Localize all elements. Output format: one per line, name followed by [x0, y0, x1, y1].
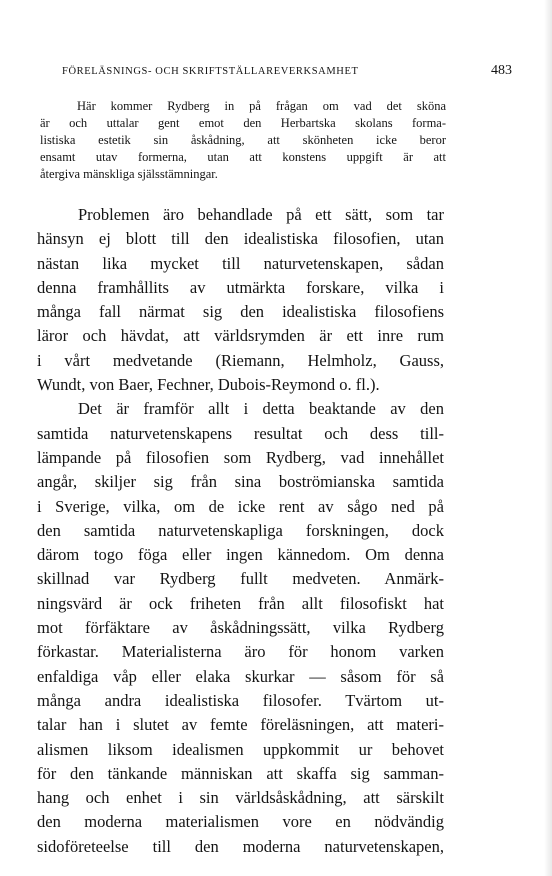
- body-line: denna framhållits av utmärkta forskare, vilka i: [37, 277, 444, 297]
- body-line: enfaldiga våp eller elaka skurkar — såsom för så: [37, 666, 444, 686]
- body-line: samtida naturvetenskapens resultat och dess till-: [37, 423, 444, 443]
- body-line: den moderna materialismen vore en nödvändig: [37, 812, 444, 832]
- footnote-line: ensamt utav formerna, utan att konstens uppgift är att: [40, 150, 446, 164]
- body-line: lämpande på filosofien som Rydberg, vad innehållet: [37, 447, 444, 467]
- footnote-line: listiska estetik sin åskådning, att skönheten icke beror: [40, 133, 446, 147]
- footnote-line: är och uttalar gent emot den Herbartska skolans forma-: [40, 116, 446, 130]
- body-line: hang och enhet i sin världsåskådning, att särskilt: [37, 788, 444, 808]
- body-text: [37, 203, 444, 859]
- footnote-block: [40, 98, 446, 183]
- page-number: 483: [491, 63, 512, 78]
- body-line: nästan lika mycket till naturvetenskapen, sådan: [37, 253, 444, 273]
- body-line: läror och hävdat, att världsrymden är ett inre rum: [37, 326, 444, 346]
- body-line: i vårt medvetande (Riemann, Helmholz, Gauss,: [37, 350, 444, 370]
- body-line: skillnad var Rydberg fullt medveten. Anmärk-: [37, 569, 444, 589]
- body-line: ningsvärd är ock friheten från allt filosofiskt hat: [37, 593, 444, 613]
- running-title: FÖRELÄSNINGS- OCH SKRIFTSTÄLLAREVERKSAMHET: [62, 66, 359, 77]
- body-line: många fall närmat sig den idealistiska filosofiens: [37, 302, 444, 322]
- body-line: Det är framför allt i detta beaktande av den: [78, 399, 444, 419]
- scan-page-edge: [544, 0, 552, 876]
- body-line: Wundt, von Baer, Fechner, Dubois-Reymond o. fl.).: [37, 375, 380, 395]
- body-line: angår, skiljer sig från sina boströmianska samtida: [37, 472, 444, 492]
- body-line: hänsyn ej blott till den idealistiska filosofien, utan: [37, 229, 444, 249]
- body-line: sidoföreteelse till den moderna naturvetenskapen,: [37, 836, 444, 856]
- running-header: [40, 63, 512, 83]
- body-line: förkastar. Materialisterna äro för honom varken: [37, 642, 444, 662]
- body-line: många andra idealistiska filosofer. Tvärtom ut-: [37, 690, 444, 710]
- footnote-line: återgiva mänskliga själsstämningar.: [40, 167, 218, 181]
- body-line: i Sverige, vilka, om de icke rent av sågo ned på: [37, 496, 444, 516]
- body-line: alismen liksom idealismen uppkommit ur behovet: [37, 739, 444, 759]
- footnote-line: Här kommer Rydberg in på frågan om vad det sköna: [77, 99, 446, 113]
- body-line: talar han i slutet av femte föreläsningen, att materi-: [37, 715, 444, 735]
- body-line: mot förfäktare av åskådningssätt, vilka Rydberg: [37, 618, 444, 638]
- body-line: därom togo föga eller ingen kännedom. Om denna: [37, 545, 444, 565]
- body-line: den samtida naturvetenskapliga forskningen, dock: [37, 520, 444, 540]
- body-line: för den tänkande människan att skaffa sig samman-: [37, 763, 444, 783]
- body-line: Problemen äro behandlade på ett sätt, som tar: [78, 205, 444, 224]
